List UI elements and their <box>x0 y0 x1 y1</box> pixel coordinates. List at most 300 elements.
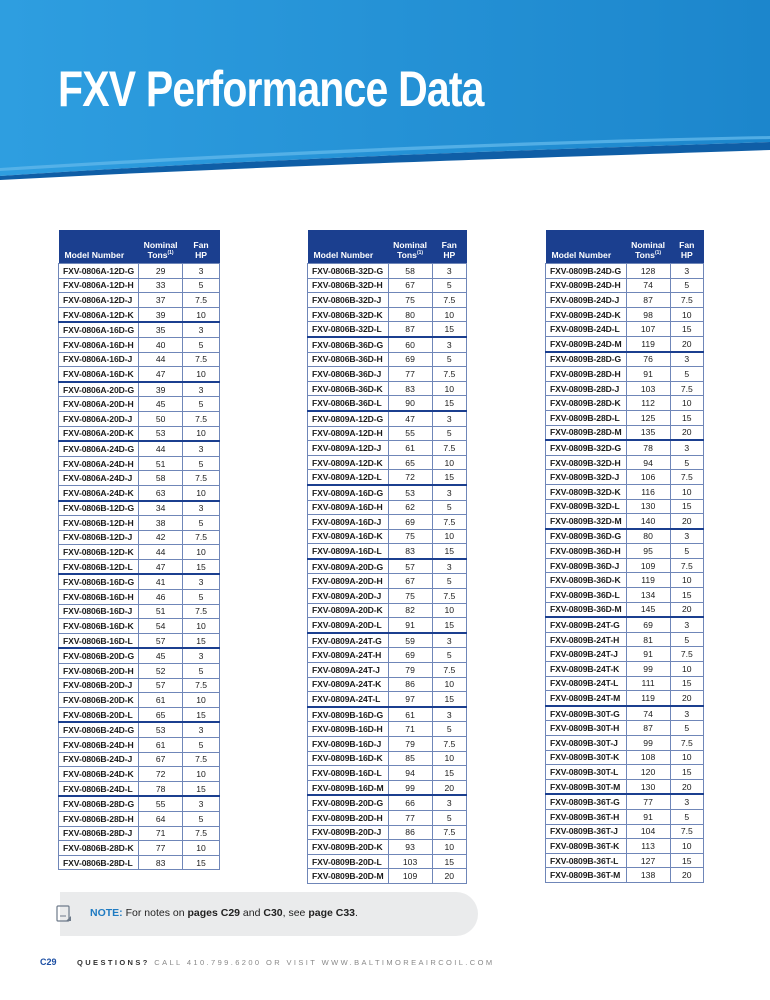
model-number-cell: FXV-0809B-36T-M <box>546 868 627 883</box>
performance-table-3 <box>545 230 704 883</box>
header-banner <box>0 0 770 180</box>
table-row <box>546 499 704 514</box>
table-row <box>308 470 467 485</box>
model-number-cell: FXV-0806A-16D-K <box>59 367 139 382</box>
fan-hp-cell: 15 <box>432 766 466 781</box>
nominal-tons-cell: 50 <box>139 411 183 426</box>
table-row <box>59 352 220 367</box>
table-row <box>546 721 704 736</box>
nominal-tons-cell: 119 <box>626 336 670 351</box>
fan-hp-cell: 10 <box>183 307 220 322</box>
fan-hp-cell: 3 <box>670 794 703 809</box>
table-row <box>59 738 220 753</box>
fan-hp-cell: 7.5 <box>183 471 220 486</box>
model-number-cell: FXV-0809B-16D-M <box>308 780 389 795</box>
nominal-tons-cell: 77 <box>626 794 670 809</box>
model-number-cell: FXV-0809B-36T-G <box>546 794 627 809</box>
nominal-tons-cell: 54 <box>139 619 183 634</box>
table-row <box>308 293 467 308</box>
table-row <box>546 602 704 617</box>
model-number-header: Model Number <box>308 230 389 264</box>
table-row <box>59 411 220 426</box>
model-number-cell: FXV-0809B-36D-M <box>546 602 627 617</box>
fan-hp-cell: 20 <box>670 691 703 706</box>
table-row <box>546 632 704 647</box>
table-row <box>59 559 220 574</box>
nominal-tons-cell: 99 <box>626 662 670 677</box>
nominal-tons-cell: 35 <box>139 322 183 337</box>
fan-hp-header: Fan HP <box>432 230 466 264</box>
model-number-cell: FXV-0806B-32D-H <box>308 278 389 293</box>
model-number-cell: FXV-0806B-36D-K <box>308 381 389 396</box>
model-number-cell: FXV-0809A-16D-J <box>308 515 389 530</box>
nominal-tons-cell: 98 <box>626 307 670 322</box>
fan-hp-cell: 10 <box>432 603 466 618</box>
nominal-tons-cell: 81 <box>626 632 670 647</box>
nominal-tons-cell: 39 <box>139 307 183 322</box>
table-row <box>59 796 220 811</box>
fan-hp-cell: 15 <box>670 765 703 780</box>
table-row <box>59 367 220 382</box>
model-number-cell: FXV-0809B-32D-H <box>546 455 627 470</box>
note-text-part: . <box>355 907 358 919</box>
table-row <box>546 824 704 839</box>
fan-hp-cell: 7.5 <box>432 367 466 382</box>
table-row <box>59 264 220 279</box>
nominal-tons-cell: 87 <box>388 322 432 337</box>
model-number-cell: FXV-0809B-16D-J <box>308 737 389 752</box>
nominal-tons-cell: 79 <box>388 737 432 752</box>
table-row <box>546 853 704 868</box>
table-row <box>546 322 704 337</box>
fan-hp-cell: 7.5 <box>670 293 703 308</box>
model-number-cell: FXV-0806B-20D-G <box>59 648 139 663</box>
table-row <box>59 604 220 619</box>
table-row <box>308 396 467 411</box>
table-row <box>308 840 467 855</box>
fan-hp-cell: 7.5 <box>432 293 466 308</box>
table-row <box>546 676 704 691</box>
fan-hp-cell: 3 <box>432 707 466 722</box>
fan-hp-cell: 10 <box>670 750 703 765</box>
model-number-cell: FXV-0806B-20D-H <box>59 664 139 679</box>
fan-hp-cell: 15 <box>432 854 466 869</box>
table-row <box>308 515 467 530</box>
fan-hp-cell: 3 <box>432 337 466 352</box>
nominal-tons-cell: 29 <box>139 264 183 279</box>
model-number-cell: FXV-0806B-28D-J <box>59 826 139 841</box>
model-number-cell: FXV-0809B-24D-K <box>546 307 627 322</box>
fan-hp-cell: 15 <box>183 559 220 574</box>
model-number-cell: FXV-0809B-32D-K <box>546 484 627 499</box>
nominal-tons-cell: 99 <box>388 780 432 795</box>
model-number-cell: FXV-0806A-20D-H <box>59 397 139 412</box>
nominal-tons-cell: 67 <box>388 574 432 589</box>
nominal-tons-cell: 41 <box>139 574 183 589</box>
fan-hp-cell: 7.5 <box>432 825 466 840</box>
model-number-cell: FXV-0809B-36T-J <box>546 824 627 839</box>
model-number-cell: FXV-0809B-16D-G <box>308 707 389 722</box>
nominal-tons-cell: 78 <box>139 781 183 796</box>
model-number-cell: FXV-0809B-16D-H <box>308 722 389 737</box>
nominal-tons-cell: 69 <box>626 617 670 632</box>
table-row <box>59 633 220 648</box>
model-number-cell: FXV-0809A-24T-H <box>308 648 389 663</box>
nominal-tons-cell: 47 <box>139 559 183 574</box>
nominal-tons-cell: 51 <box>139 604 183 619</box>
fan-hp-cell: 5 <box>183 397 220 412</box>
model-number-cell: FXV-0809B-30T-J <box>546 736 627 751</box>
model-number-cell: FXV-0809A-16D-K <box>308 529 389 544</box>
model-number-cell: FXV-0806A-16D-J <box>59 352 139 367</box>
fan-hp-cell: 15 <box>670 676 703 691</box>
table-row <box>546 293 704 308</box>
model-number-cell: FXV-0806B-36D-G <box>308 337 389 352</box>
model-number-cell: FXV-0809B-24T-L <box>546 676 627 691</box>
nominal-tons-cell: 72 <box>139 767 183 782</box>
model-number-cell: FXV-0809B-20D-J <box>308 825 389 840</box>
fan-hp-cell: 5 <box>183 811 220 826</box>
table-row <box>308 307 467 322</box>
table-row <box>59 307 220 322</box>
fan-hp-cell: 3 <box>183 264 220 279</box>
table-row <box>546 839 704 854</box>
note-text <box>90 907 358 919</box>
fan-hp-cell: 5 <box>183 590 220 605</box>
table-row <box>308 441 467 456</box>
table-row <box>546 809 704 824</box>
nominal-tons-cell: 99 <box>626 736 670 751</box>
model-number-cell: FXV-0809A-24T-K <box>308 677 389 692</box>
nominal-tons-cell: 58 <box>388 264 432 279</box>
nominal-tons-cell: 86 <box>388 677 432 692</box>
nominal-tons-cell: 87 <box>626 721 670 736</box>
model-number-cell: FXV-0809B-20D-L <box>308 854 389 869</box>
nominal-tons-cell: 106 <box>626 470 670 485</box>
model-number-cell: FXV-0809B-32D-L <box>546 499 627 514</box>
nominal-tons-cell: 103 <box>388 854 432 869</box>
nominal-tons-cell: 127 <box>626 853 670 868</box>
fan-hp-cell: 20 <box>670 868 703 883</box>
nominal-tons-cell: 59 <box>388 633 432 648</box>
nominal-tons-header: Nominal Tons$^{(1)}$ <box>626 230 670 264</box>
fan-hp-cell: 5 <box>432 722 466 737</box>
fan-hp-cell: 10 <box>183 426 220 441</box>
table-row <box>546 264 704 279</box>
model-number-cell: FXV-0809A-12D-J <box>308 441 389 456</box>
nominal-tons-cell: 75 <box>388 529 432 544</box>
model-number-cell: FXV-0806B-24D-H <box>59 738 139 753</box>
note-pages-ref: pages C29 <box>187 907 240 919</box>
model-number-cell: FXV-0806B-32D-K <box>308 307 389 322</box>
fan-hp-cell: 15 <box>670 499 703 514</box>
nominal-tons-cell: 62 <box>388 500 432 515</box>
fan-hp-cell: 15 <box>432 396 466 411</box>
table-row <box>308 707 467 722</box>
table-row <box>546 736 704 751</box>
model-number-cell: FXV-0809B-36D-L <box>546 588 627 603</box>
fan-hp-cell: 20 <box>670 425 703 440</box>
model-number-cell: FXV-0806B-28D-L <box>59 855 139 870</box>
page-number: C29 <box>40 957 57 967</box>
table-body <box>546 264 704 883</box>
fan-hp-cell: 10 <box>432 455 466 470</box>
note-text-part: and <box>240 907 264 919</box>
fan-hp-cell: 7.5 <box>183 530 220 545</box>
fan-hp-cell: 7.5 <box>183 352 220 367</box>
model-number-cell: FXV-0809A-16D-H <box>308 500 389 515</box>
table-row <box>546 691 704 706</box>
table-row <box>308 589 467 604</box>
fan-hp-cell: 3 <box>670 264 703 279</box>
nominal-tons-cell: 44 <box>139 545 183 560</box>
nominal-tons-cell: 53 <box>139 722 183 737</box>
table-row <box>59 693 220 708</box>
nominal-tons-cell: 39 <box>139 382 183 397</box>
fan-hp-cell: 7.5 <box>432 441 466 456</box>
table-row <box>546 484 704 499</box>
nominal-tons-cell: 69 <box>388 352 432 367</box>
model-number-cell: FXV-0809B-24D-G <box>546 264 627 279</box>
table-row <box>308 278 467 293</box>
page-title: FXV Performance Data <box>58 61 484 117</box>
nominal-tons-cell: 128 <box>626 264 670 279</box>
table-row <box>59 826 220 841</box>
table-row <box>59 855 220 870</box>
model-number-cell: FXV-0809A-20D-H <box>308 574 389 589</box>
nominal-tons-cell: 140 <box>626 514 670 529</box>
model-number-cell: FXV-0809B-30T-K <box>546 750 627 765</box>
fan-hp-cell: 5 <box>432 574 466 589</box>
fan-hp-cell: 10 <box>183 841 220 856</box>
fan-hp-cell: 5 <box>183 738 220 753</box>
fan-hp-cell: 15 <box>183 781 220 796</box>
nominal-tons-cell: 134 <box>626 588 670 603</box>
nominal-tons-cell: 42 <box>139 530 183 545</box>
fan-hp-cell: 7.5 <box>670 558 703 573</box>
model-number-cell: FXV-0809B-24T-K <box>546 662 627 677</box>
fan-hp-cell: 10 <box>183 367 220 382</box>
fan-hp-cell: 7.5 <box>183 411 220 426</box>
nominal-tons-cell: 67 <box>388 278 432 293</box>
model-number-cell: FXV-0806A-24D-J <box>59 471 139 486</box>
table-row <box>308 574 467 589</box>
table-row <box>308 337 467 352</box>
nominal-tons-cell: 52 <box>139 664 183 679</box>
nominal-tons-cell: 66 <box>388 795 432 810</box>
footer-questions: QUESTIONS? <box>77 958 150 967</box>
nominal-tons-cell: 119 <box>626 573 670 588</box>
model-number-cell: FXV-0809B-36T-H <box>546 809 627 824</box>
fan-hp-cell: 3 <box>432 264 466 279</box>
nominal-tons-cell: 69 <box>388 515 432 530</box>
fan-hp-cell: 15 <box>432 618 466 633</box>
table-row <box>59 574 220 589</box>
fan-hp-cell: 5 <box>432 278 466 293</box>
fan-hp-cell: 5 <box>670 809 703 824</box>
fan-hp-cell: 5 <box>183 337 220 352</box>
model-number-cell: FXV-0806A-12D-H <box>59 278 139 293</box>
fan-hp-cell: 10 <box>432 307 466 322</box>
footer-contact-text: CALL 410.799.6200 OR VISIT WWW.BALTIMOREAIRCOIL.COM <box>149 958 495 967</box>
nominal-tons-cell: 57 <box>139 633 183 648</box>
table-row <box>546 706 704 721</box>
nominal-tons-cell: 79 <box>388 663 432 678</box>
model-number-cell: FXV-0806B-16D-L <box>59 633 139 648</box>
model-number-cell: FXV-0809B-24T-H <box>546 632 627 647</box>
fan-hp-cell: 5 <box>670 367 703 382</box>
nominal-tons-cell: 138 <box>626 868 670 883</box>
table-row <box>546 573 704 588</box>
fan-hp-cell: 10 <box>432 529 466 544</box>
nominal-tons-cell: 125 <box>626 410 670 425</box>
table-row <box>308 722 467 737</box>
nominal-tons-cell: 113 <box>626 839 670 854</box>
nominal-tons-cell: 74 <box>626 278 670 293</box>
model-number-cell: FXV-0809A-12D-K <box>308 455 389 470</box>
table-row <box>308 869 467 884</box>
table-row <box>59 278 220 293</box>
model-number-cell: FXV-0806A-12D-G <box>59 264 139 279</box>
nominal-tons-cell: 77 <box>388 367 432 382</box>
footer-contact <box>77 958 495 967</box>
nominal-tons-cell: 83 <box>139 855 183 870</box>
table-row <box>308 455 467 470</box>
model-number-cell: FXV-0809A-24T-L <box>308 692 389 707</box>
table-row <box>546 367 704 382</box>
fan-hp-cell: 5 <box>183 456 220 471</box>
performance-table-1 <box>58 230 220 870</box>
model-number-cell: FXV-0809B-20D-M <box>308 869 389 884</box>
model-number-cell: FXV-0809B-30T-M <box>546 779 627 794</box>
table-body <box>308 264 467 884</box>
fan-hp-cell: 7.5 <box>432 663 466 678</box>
fan-hp-cell: 5 <box>670 632 703 647</box>
table-row <box>59 707 220 722</box>
nominal-tons-cell: 47 <box>388 411 432 426</box>
fan-hp-cell: 5 <box>670 278 703 293</box>
table-row <box>59 426 220 441</box>
fan-hp-header: Fan HP <box>670 230 703 264</box>
nominal-tons-cell: 71 <box>139 826 183 841</box>
fan-hp-cell: 5 <box>670 455 703 470</box>
fan-hp-cell: 10 <box>670 662 703 677</box>
table-row <box>308 426 467 441</box>
nominal-tons-cell: 93 <box>388 840 432 855</box>
fan-hp-cell: 10 <box>670 307 703 322</box>
model-number-cell: FXV-0809B-30T-H <box>546 721 627 736</box>
nominal-tons-cell: 94 <box>626 455 670 470</box>
nominal-tons-cell: 45 <box>139 397 183 412</box>
fan-hp-cell: 10 <box>432 381 466 396</box>
table-row <box>308 737 467 752</box>
table-row <box>308 854 467 869</box>
model-number-cell: FXV-0809B-24T-G <box>546 617 627 632</box>
table-row <box>59 841 220 856</box>
fan-hp-cell: 10 <box>670 839 703 854</box>
fan-hp-cell: 7.5 <box>670 647 703 662</box>
nominal-tons-cell: 83 <box>388 381 432 396</box>
fan-hp-cell: 7.5 <box>183 752 220 767</box>
table-row <box>308 529 467 544</box>
nominal-tons-cell: 91 <box>626 647 670 662</box>
table-row <box>308 648 467 663</box>
model-number-cell: FXV-0806B-36D-L <box>308 396 389 411</box>
nominal-tons-cell: 77 <box>388 810 432 825</box>
nominal-tons-cell: 37 <box>139 293 183 308</box>
nominal-tons-cell: 38 <box>139 516 183 531</box>
fan-hp-cell: 10 <box>670 484 703 499</box>
fan-hp-cell: 5 <box>183 516 220 531</box>
fan-hp-cell: 3 <box>183 322 220 337</box>
table-row <box>308 322 467 337</box>
model-number-cell: FXV-0809A-20D-L <box>308 618 389 633</box>
table-row <box>546 455 704 470</box>
table-row <box>546 278 704 293</box>
nominal-tons-cell: 71 <box>388 722 432 737</box>
model-number-cell: FXV-0809A-20D-K <box>308 603 389 618</box>
table-row <box>59 441 220 456</box>
model-number-cell: FXV-0809B-24D-J <box>546 293 627 308</box>
fan-hp-cell: 3 <box>432 559 466 574</box>
nominal-tons-cell: 64 <box>139 811 183 826</box>
model-number-cell: FXV-0809B-28D-J <box>546 381 627 396</box>
fan-hp-cell: 20 <box>670 336 703 351</box>
fan-hp-cell: 7.5 <box>670 736 703 751</box>
fan-hp-cell: 7.5 <box>183 678 220 693</box>
fan-hp-cell: 3 <box>183 501 220 516</box>
nominal-tons-cell: 109 <box>388 869 432 884</box>
nominal-tons-cell: 119 <box>626 691 670 706</box>
nominal-tons-cell: 65 <box>139 707 183 722</box>
fan-hp-cell: 5 <box>432 352 466 367</box>
fan-hp-cell: 15 <box>432 544 466 559</box>
fan-hp-cell: 3 <box>183 796 220 811</box>
fan-hp-cell: 15 <box>432 692 466 707</box>
model-number-cell: FXV-0806B-12D-K <box>59 545 139 560</box>
model-number-cell: FXV-0809B-24D-H <box>546 278 627 293</box>
table-row <box>59 456 220 471</box>
nominal-tons-cell: 82 <box>388 603 432 618</box>
table-row <box>59 471 220 486</box>
table-row <box>59 485 220 500</box>
model-number-cell: FXV-0809B-28D-K <box>546 396 627 411</box>
model-number-header: Model Number <box>59 230 139 264</box>
fan-hp-cell: 3 <box>183 382 220 397</box>
model-number-cell: FXV-0806A-16D-G <box>59 322 139 337</box>
model-number-cell: FXV-0809A-16D-G <box>308 485 389 500</box>
nominal-tons-cell: 97 <box>388 692 432 707</box>
table-row <box>546 647 704 662</box>
note-document-icon <box>54 904 74 924</box>
model-number-cell: FXV-0809A-20D-G <box>308 559 389 574</box>
table-row <box>546 352 704 367</box>
nominal-tons-cell: 90 <box>388 396 432 411</box>
model-number-cell: FXV-0809B-36D-K <box>546 573 627 588</box>
fan-hp-cell: 10 <box>183 767 220 782</box>
table-row <box>59 382 220 397</box>
model-number-cell: FXV-0809B-24T-J <box>546 647 627 662</box>
table-row <box>308 766 467 781</box>
nominal-tons-cell: 40 <box>139 337 183 352</box>
fan-hp-cell: 7.5 <box>670 824 703 839</box>
fan-hp-cell: 15 <box>670 853 703 868</box>
table-row <box>546 470 704 485</box>
table-row <box>308 264 467 279</box>
fan-hp-cell: 7.5 <box>670 470 703 485</box>
table-row <box>59 337 220 352</box>
fan-hp-cell: 7.5 <box>183 826 220 841</box>
